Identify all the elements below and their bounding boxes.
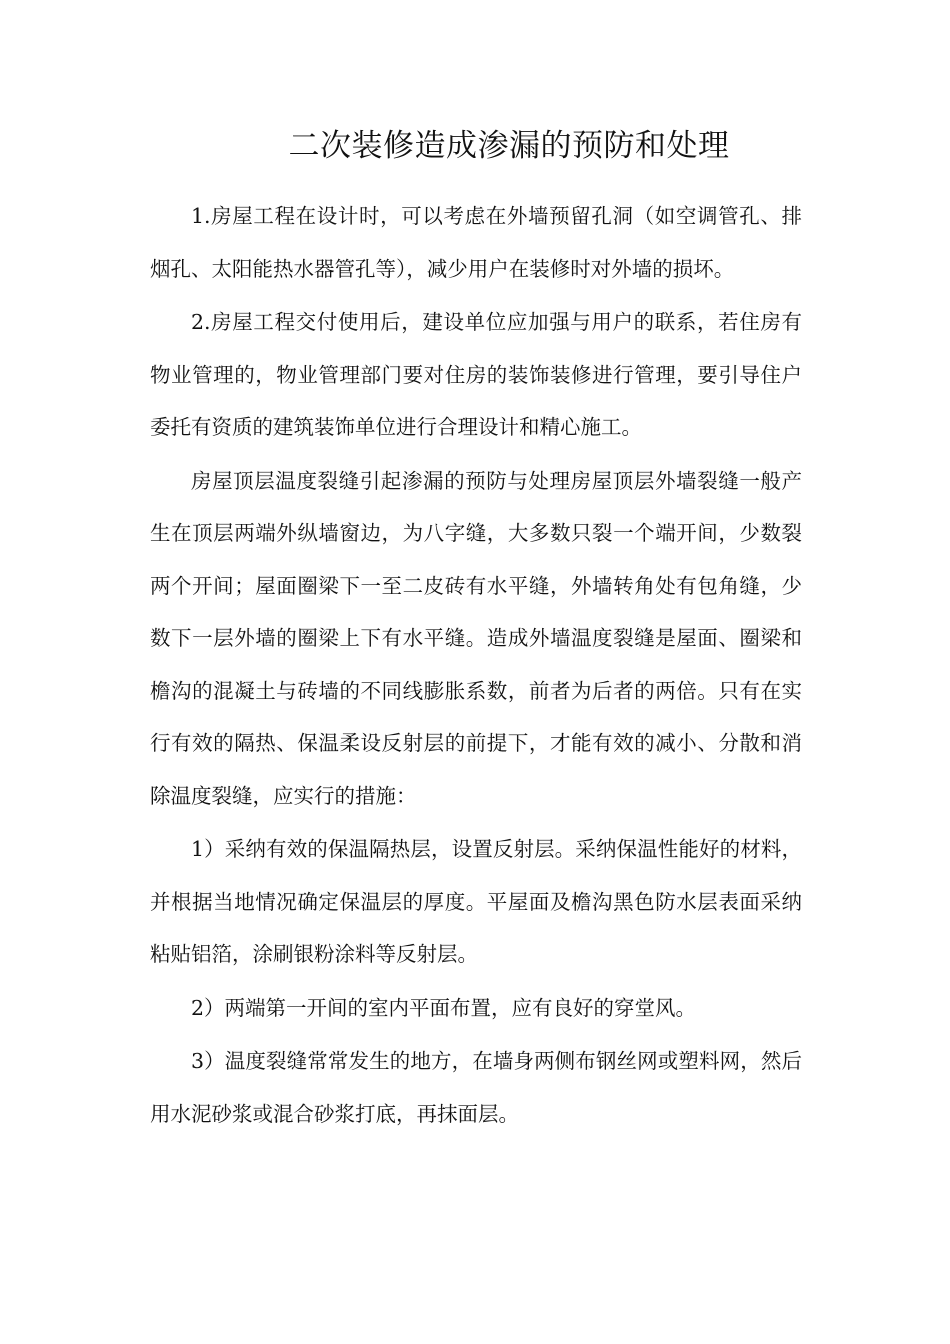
paragraph-measure-3: 3）温度裂缝常常发生的地方，在墙身两侧布钢丝网或塑料网，然后用水泥砂浆或混合砂浆打底，再抹面层。: [150, 1049, 802, 1126]
paragraph-measure-1: 1）采纳有效的保温隔热层，设置反射层。采纳保温性能好的材料，并根据当地情况确定保温层的厚度。平屋面及檐沟黑色防水层表面采纳粘贴铝箔，涂刷银粉涂料等反射层。: [150, 837, 802, 966]
document-title: 二次装修造成渗漏的预防和处理: [288, 128, 730, 164]
paragraph-measure-2: 2）两端第一开间的室内平面布置，应有良好的穿堂风。: [191, 995, 697, 1020]
paragraph-user-management: 2.房屋工程交付使用后，建设单位应加强与用户的联系，若住房有物业管理的，物业管理部门要对住房的装饰装修进行管理，要引导住户委托有资质的建筑装饰单位进行合理设计和精心施工。: [150, 310, 802, 439]
paragraph-temperature-cracks: 房屋顶层温度裂缝引起渗漏的预防与处理房屋顶层外墙裂缝一般产生在顶层两端外纵墙窗边，为八字缝，大多数只裂一个端开间，少数裂两个开间；屋面圈梁下一至二皮砖有水平缝，外墙转角处有包角缝，少数下一层外墙的圈梁上下有水平缝。造成外墙温度裂缝是屋面、圈梁和檐沟的混凝土与砖墙的不同线膨胀系数，前者为后者的两倍。只有在实行有效的隔热、保温柔设反射层的前提下，才能有效的减小、分散和消除温度裂缝，应实行的措施：: [150, 468, 802, 808]
document-body: [150, 190, 802, 1141]
paragraph-design-openings: 1.房屋工程在设计时，可以考虑在外墙预留孔洞（如空调管孔、排烟孔、太阳能热水器管孔等），减少用户在装修时对外墙的损坏。: [150, 204, 802, 281]
